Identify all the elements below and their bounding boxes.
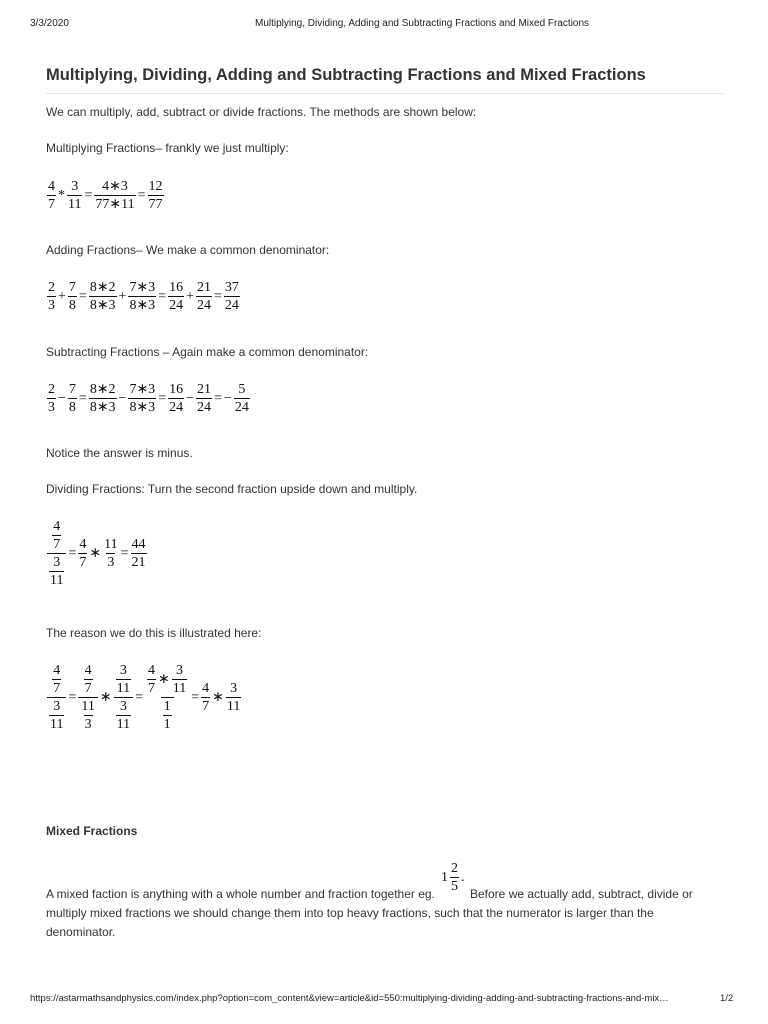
multiplying-heading: Multiplying Fractions– frankly we just multiply: [46, 141, 289, 155]
intro-text: We can multiply, add, subtract or divide fractions. The methods are shown below: [46, 105, 477, 119]
notice-text: Notice the answer is minus. [46, 446, 193, 460]
footer-url: https://astarmathsandphysics.com/index.php?option=com_content&view=article&id=550:multiplying-dividing-adding-and-subtracting-fractions-and-mix… [30, 993, 669, 1004]
mixed-para-start: A mixed faction is anything with a whole number and fraction together eg. [46, 887, 435, 901]
mixed-para-continue: Before we actually add, subtract, divide or [470, 887, 693, 901]
add-equation: $\frac{2}{3}$ + $\frac{7}{8}$ = $\frac{8∗2}{8∗3}$ + $\frac{7∗3}{8∗3}$ = $\frac{16}{24}$ + $\frac{21}{24}$ = $\frac{37}{24}$ [48, 280, 239, 313]
mixed-para-line3: denominator. [46, 925, 116, 939]
subtracting-heading: Subtracting Fractions – Again make a common denominator: [46, 345, 369, 359]
reason-equation: $\frac{\frac{4}{7}}{\frac{3}{11}}$ = $\frac{\frac{4}{7}}{\frac{11}{3}}$ ∗ $\frac{\frac{3}{11}}{\frac{3}{11}}$ = $\frac{4}{7}$ ∗ $\frac{3}{11}$ $\frac{1}{1}$ = $\frac{4}{7}$ ∗ $\frac{3}{11}$ [46, 662, 242, 733]
adding-heading: Adding Fractions– We make a common denominator: [46, 243, 330, 257]
reason-text: The reason we do this is illustrated here: [46, 626, 262, 640]
mixed-fractions-heading: Mixed Fractions [46, 824, 138, 838]
print-header-title: Multiplying, Dividing, Adding and Subtracting Fractions and Mixed Fractions [255, 18, 590, 29]
divide-equation: $\frac{\frac{4}{7}}{\frac{3}{11}}$ = $\frac{4}{7}$ ∗ $\frac{11}{3}$ = $\frac{44}{21}$ [46, 518, 148, 589]
print-date: 3/3/2020 [30, 18, 69, 29]
mixed-para-line2: multiply mixed fractions we should change them into top heavy fractions, such that the numerator is larger than the [46, 906, 654, 920]
multiply-equation: $\frac{4}{7}$ * $\frac{3}{11}$ = $\frac{4∗3}{77∗11}$ = $\frac{12}{77}$ [48, 179, 163, 212]
page-title: Multiplying, Dividing, Adding and Subtracting Fractions and Mixed Fractions [46, 66, 646, 84]
footer-page-number: 1/2 [720, 993, 734, 1004]
title-divider [46, 93, 724, 94]
dividing-heading: Dividing Fractions: Turn the second fraction upside down and multiply. [46, 482, 418, 496]
mixed-number-example: 1 $\frac{2}{5}$ . [441, 861, 465, 894]
subtract-equation: $\frac{2}{3}$ − $\frac{7}{8}$ = $\frac{8∗2}{8∗3}$ − $\frac{7∗3}{8∗3}$ = $\frac{16}{24}$ − $\frac{21}{24}$ = − $\frac{5}{24}$ [48, 382, 249, 415]
